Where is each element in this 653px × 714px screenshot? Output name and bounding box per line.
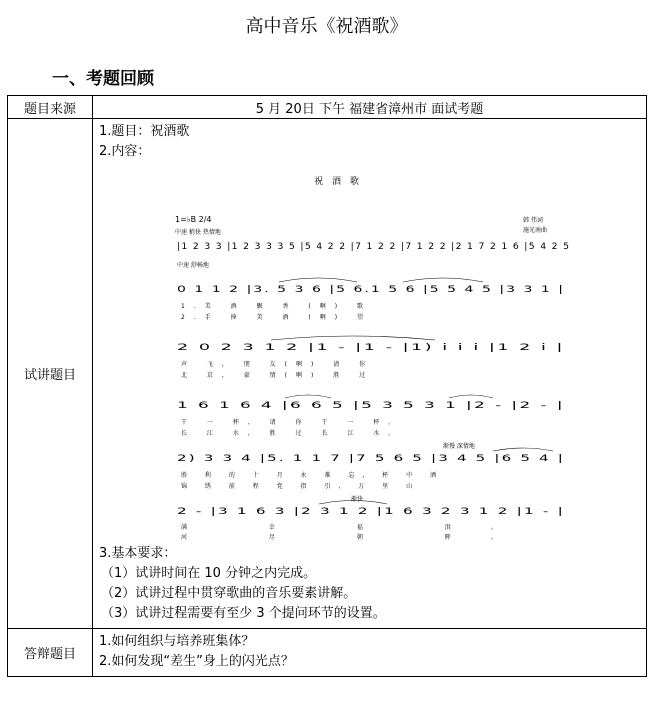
lecture-content <box>93 119 647 629</box>
score-title: 祝 酒 歌 <box>314 177 362 187</box>
score-section-end: 渐慢 深情地 <box>443 443 475 450</box>
score-row-5-notes: 2) 3 3 4 |5. 1 1 7 |7 5 6 5 |3 4 5 |6 5 4 | <box>177 454 565 464</box>
score-tempo-final: 渐快 <box>351 496 364 503</box>
score-row-6-notes: 2 - |3 1 6 3 |2 3 1 2 |1 6 3 2 3 1 2 |1 - | <box>177 507 565 517</box>
score-row-4-lyrics-2: 长 江 水, 胜 过 长 江 水。 <box>181 430 404 437</box>
source-value: 5 月 20日 下午 福建省漳州市 面试考题 <box>93 96 647 119</box>
score-row-1-notes: |1 2 3 3 |1 2 3 3 3 5 |5 4 2 2 |7 1 2 2 |7 1 2 2 |2 1 7 2 1 6 |5 4 2 5 | <box>177 242 573 252</box>
slur <box>271 336 435 340</box>
score-composer: 施光南曲 <box>523 227 548 234</box>
music-score <box>103 164 646 544</box>
slur <box>285 395 331 398</box>
section-heading: 一、考题回顾 <box>52 69 154 89</box>
score-row-4-lyrics-1: 干 一 杯, 请 你 干 一 杯。 <box>181 419 404 426</box>
defense-content <box>93 629 647 677</box>
defense-question: 1.如何组织与培养班集体？ <box>99 634 255 649</box>
score-row-6-lyrics-2: 河 尽 朝 晖。 <box>181 534 537 540</box>
defense-row <box>8 629 647 677</box>
slur <box>279 278 357 282</box>
score-row-5-lyrics-2: 锦 绣 前 程 党 指 引, 万 里 山 <box>181 483 421 490</box>
score-image <box>103 164 573 540</box>
score-row-2-lyrics-2: 2.手 捧 美 酒 (啊) 望 <box>181 314 372 321</box>
score-row-2-lyrics-1: 1.美 酒 飘 香 (啊) 歌 <box>181 303 372 310</box>
score-row-3-lyrics-1: 声 飞, 朋 友(啊) 请 你 <box>181 361 375 368</box>
source-label: 题目来源 <box>8 96 93 119</box>
score-lyricist: 韩 伟词 <box>523 217 543 224</box>
document-title: 高中音乐《祝酒歌》 <box>245 16 408 37</box>
requirement-item: （1）试讲时间在 10 分钟之内完成。 <box>101 566 317 581</box>
exam-table <box>7 95 647 677</box>
slur <box>403 278 483 282</box>
defense-label: 答辩题目 <box>8 629 93 677</box>
score-row-6-lyrics-1: 满 幸 福 泪。 <box>181 524 537 531</box>
score-tempo-intro: 中速 稍快 热情地 <box>175 229 221 236</box>
lecture-content-label: 2.内容： <box>99 144 151 159</box>
score-slurs <box>271 278 553 504</box>
score-key: 1=♭B 2/4 <box>175 215 212 224</box>
source-row <box>8 96 647 119</box>
lecture-topic: 1.题目：祝酒歌 <box>99 124 190 139</box>
slur <box>449 395 493 398</box>
requirements-label: 3.基本要求： <box>99 546 177 561</box>
requirement-item: （3）试讲过程需要有至少 3 个提问环节的设置。 <box>101 606 386 621</box>
score-row-5-lyrics-1: 胜 利 的 十 月 永 难 忘, 杯 中 洒 <box>181 472 444 479</box>
requirement-item: （2）试讲过程中贯穿歌曲的音乐要素讲解。 <box>101 586 357 601</box>
score-tempo-verse: 中速 舒畅地 <box>177 262 209 269</box>
defense-question: 2.如何发现“差生”身上的闪光点？ <box>99 654 294 669</box>
slur <box>493 448 553 451</box>
score-row-3-lyrics-2: 北 京, 豪 情(啊) 胜 过 <box>181 372 375 379</box>
score-row-2-notes: 0 1 1 2 |3. 5 3 6 |5 6.1 5 6 |5 5 4 5 |3 3 1 | <box>177 285 565 295</box>
lecture-row <box>8 119 647 629</box>
lecture-label: 试讲题目 <box>8 119 93 629</box>
score-row-4-notes: 1 6 1 6 4 |6 6 5 |5 3 5 3 1 |2 - |2 - | <box>177 401 565 411</box>
score-row-3-notes: 2 0 2 3 1 2 |1 - |1 - |1) i i i |1 2 i | <box>177 343 565 353</box>
